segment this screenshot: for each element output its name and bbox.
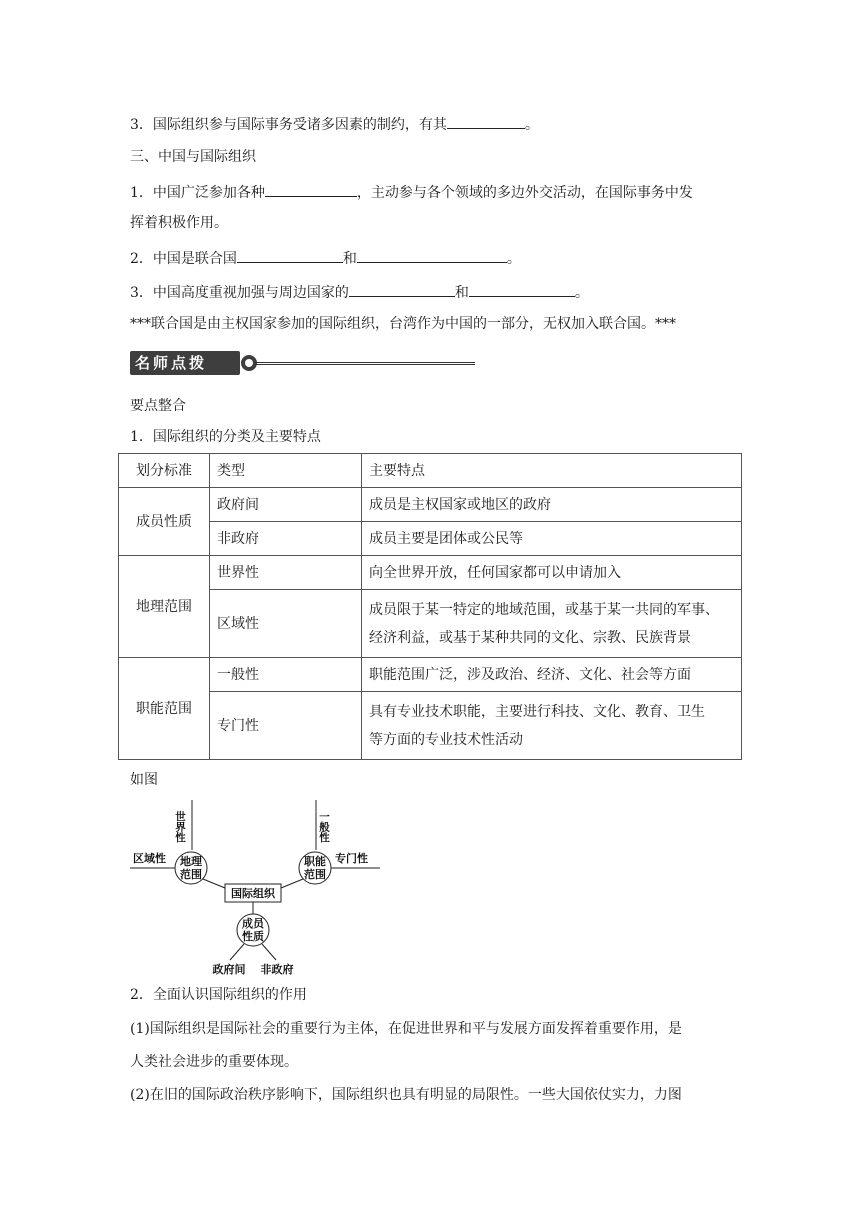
role-paragraph-1: (1)国际组织是国际社会的重要行为主体，在促进世界和平与发展方面发挥着重要作用，是 — [130, 1021, 682, 1037]
func-circle-line2: 范围 — [304, 868, 326, 881]
fill-blank[interactable] — [265, 181, 357, 197]
table-row — [119, 556, 742, 590]
member-circle-line2: 性质 — [242, 930, 264, 943]
table-row — [119, 590, 742, 658]
func-special-label: 专门性 — [335, 852, 368, 865]
header-criterion: 划分标准 — [119, 454, 210, 488]
geo-region-label: 区域性 — [133, 852, 166, 865]
fill-blank[interactable] — [469, 281, 575, 297]
table-row — [119, 658, 742, 692]
criterion-cell: 成员性质 — [119, 488, 210, 556]
center-label: 国际组织 — [231, 887, 275, 900]
geo-circle-line1: 地理 — [180, 855, 202, 868]
member-gov-label: 政府间 — [212, 963, 246, 976]
geo-world-v1: 世界性 — [174, 811, 186, 843]
feature-cell: 具有专业技术职能，主要进行科技、文化、教育、卫生 等方面的专业技术性活动 — [362, 692, 742, 760]
header-feature: 主要特点 — [362, 454, 742, 488]
criterion-cell: 地理范围 — [119, 556, 210, 658]
header-type: 类型 — [210, 454, 362, 488]
participation-sentence: 1．中国广泛参加各种 ，主动参与各个领域的多边外交活动，在国际事务中发 — [130, 181, 693, 203]
type-cell: 专门性 — [210, 692, 362, 760]
member-circle-line1: 成员 — [242, 917, 264, 930]
func-general-label: 一般性 — [318, 811, 330, 843]
type-cell: 一般性 — [210, 658, 362, 692]
member-ngo-stem — [262, 944, 276, 960]
figure-caption: 如图 — [130, 772, 158, 788]
restriction-text: 3．国际组织参与国际事务受诸多因素的制约，有其 — [130, 117, 447, 133]
geo-connector — [203, 879, 225, 888]
feature-cell: 职能范围广泛，涉及政治、经济、文化、社会等方面 — [362, 658, 742, 692]
classification-diagram — [125, 800, 395, 980]
table-title: 1．国际组织的分类及主要特点 — [130, 429, 321, 445]
section-badge — [130, 350, 475, 378]
table-row — [119, 488, 742, 522]
member-ngo-label: 非政府 — [260, 963, 294, 976]
type-cell: 区域性 — [210, 590, 362, 658]
un-sentence: 2．中国是联合国 和 。 — [130, 247, 521, 269]
summary-title: 要点整合 — [130, 398, 186, 414]
table-row — [119, 692, 742, 760]
participation-sentence-cont: 挥着积极作用。 — [130, 215, 228, 231]
badge-label: 名师点拨 — [130, 351, 240, 375]
neighbor-sentence: 3．中国高度重视加强与周边国家的 和 。 — [130, 281, 589, 303]
classification-table — [118, 453, 742, 760]
type-cell: 世界性 — [210, 556, 362, 590]
type-cell: 非政府 — [210, 522, 362, 556]
role-title: 2．全面认识国际组织的作用 — [130, 987, 307, 1003]
feature-cell: 向全世界开放，任何国家都可以申请加入 — [362, 556, 742, 590]
fill-blank[interactable] — [357, 247, 507, 263]
taiwan-note: ***联合国是由主权国家参加的国际组织，台湾作为中国的一部分，无权加入联合国。*** — [130, 316, 676, 332]
geo-circle-line2: 范围 — [180, 868, 202, 881]
member-gov-stem — [230, 944, 244, 960]
feature-cell: 成员是主权国家或地区的政府 — [362, 488, 742, 522]
feature-cell: 成员主要是团体或公民等 — [362, 522, 742, 556]
role-paragraph-1-cont: 人类社会进步的重要体现。 — [130, 1054, 298, 1070]
table-row — [119, 522, 742, 556]
badge-rule — [255, 362, 475, 365]
func-circle-line1: 职能 — [304, 855, 326, 868]
fill-blank[interactable] — [237, 247, 343, 263]
fill-blank[interactable] — [349, 281, 455, 297]
type-cell: 政府间 — [210, 488, 362, 522]
section-heading-china-orgs: 三、中国与国际组织 — [130, 149, 256, 165]
criterion-cell: 职能范围 — [119, 658, 210, 760]
fill-blank[interactable] — [447, 113, 525, 129]
restriction-sentence: 3．国际组织参与国际事务受诸多因素的制约，有其 。 — [130, 113, 539, 135]
role-paragraph-2: (2)在旧的国际政治秩序影响下，国际组织也具有明显的局限性。一些大国依仗实力，力图 — [130, 1087, 682, 1103]
func-connector — [281, 879, 303, 888]
table-header-row — [119, 454, 742, 488]
feature-cell: 成员限于某一特定的地域范围，或基于某一共同的军事、 经济利益，或基于某种共同的文化、宗教、民族背景 — [362, 590, 742, 658]
